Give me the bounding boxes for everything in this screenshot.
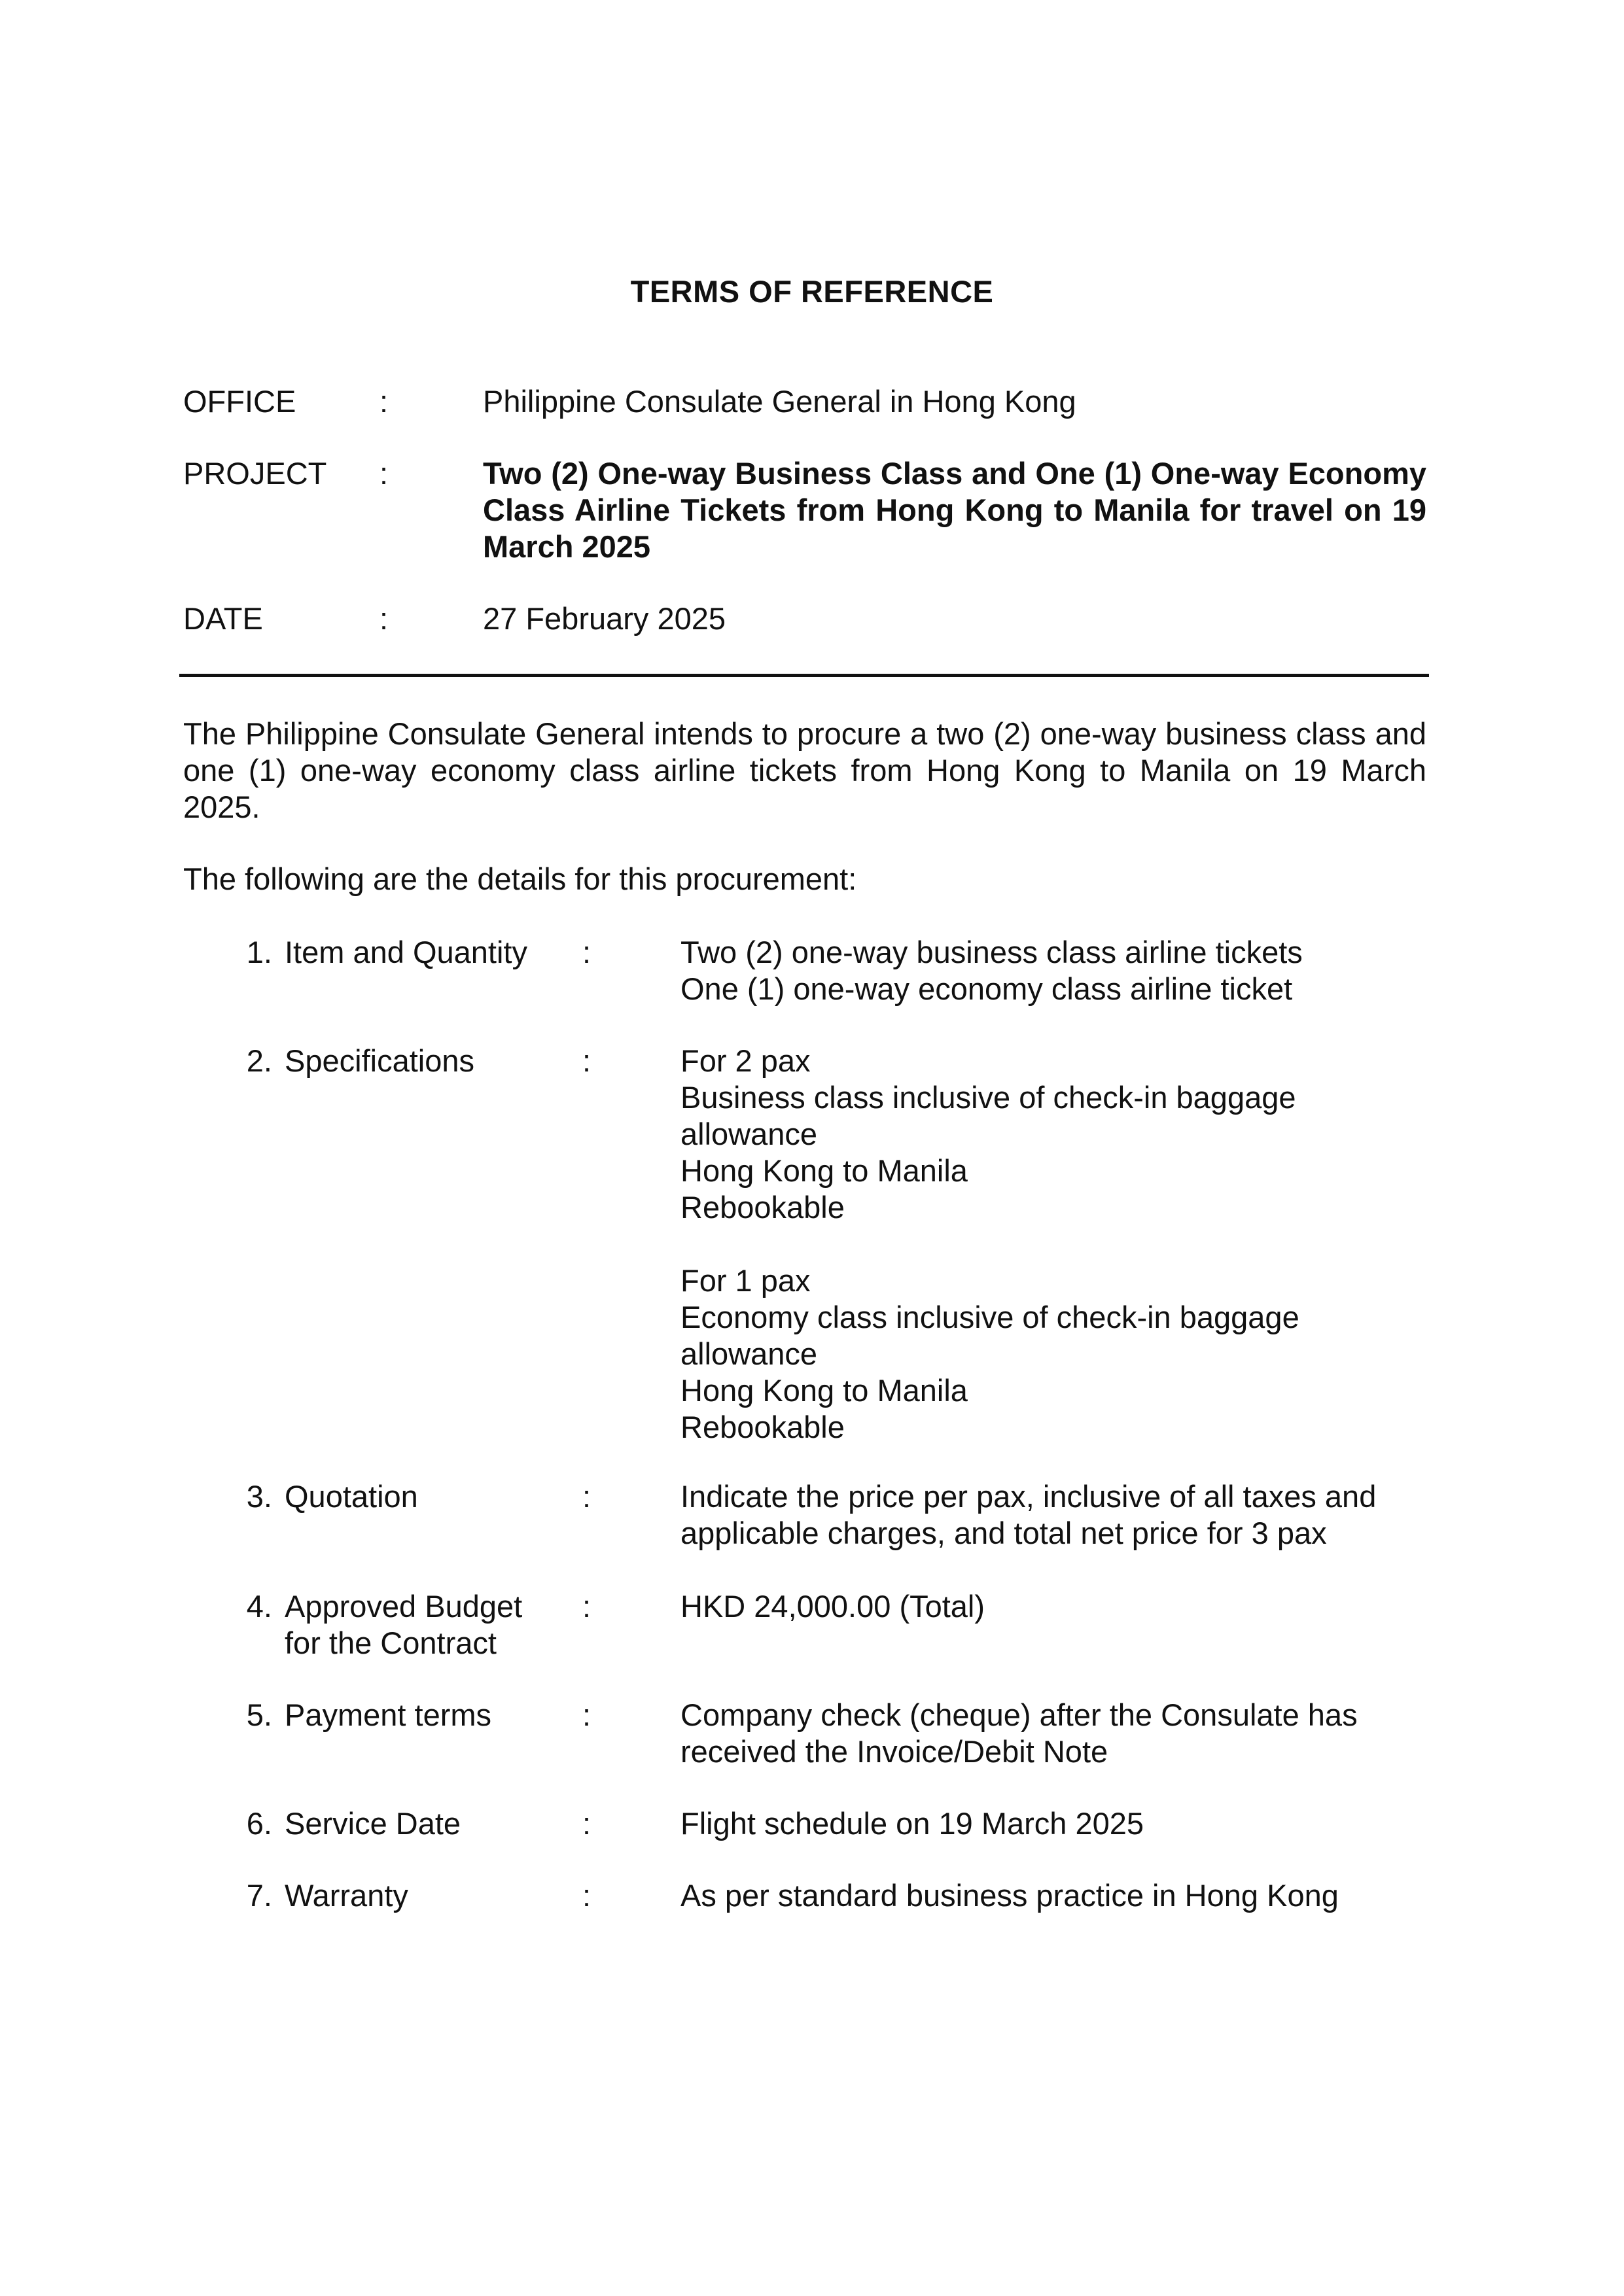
spacer bbox=[680, 1226, 1426, 1262]
item-value bbox=[680, 1478, 1426, 1552]
date-colon: : bbox=[380, 601, 389, 636]
value-line: As per standard business practice in Hong Kong bbox=[680, 1878, 1339, 1913]
item-number: 7. bbox=[246, 1878, 272, 1913]
item-value bbox=[680, 1043, 1426, 1446]
item-colon: : bbox=[582, 1043, 591, 1078]
value-line: Economy class inclusive of check-in baggage bbox=[680, 1300, 1299, 1334]
value-line: Hong Kong to Manila bbox=[680, 1153, 968, 1188]
item-value bbox=[680, 934, 1426, 1007]
item-label: Quotation bbox=[285, 1479, 418, 1514]
details-intro: The following are the details for this procurement: bbox=[183, 861, 857, 896]
value-line: One (1) one-way economy class airline ticket bbox=[680, 971, 1293, 1006]
project-label: PROJECT bbox=[183, 456, 327, 491]
value-line: Business class inclusive of check-in baggage bbox=[680, 1080, 1296, 1115]
item-colon: : bbox=[582, 1589, 591, 1624]
value-line: allowance bbox=[680, 1117, 818, 1151]
value-line: HKD 24,000.00 (Total) bbox=[680, 1589, 985, 1624]
value-line: allowance bbox=[680, 1336, 818, 1371]
value-line: Flight schedule on 19 March 2025 bbox=[680, 1806, 1144, 1841]
office-colon: : bbox=[380, 384, 389, 419]
item-label: Payment terms bbox=[285, 1697, 492, 1732]
value-line: Indicate the price per pax, inclusive of all taxes and bbox=[680, 1479, 1377, 1514]
item-label: Item and Quantity bbox=[285, 935, 527, 969]
item-number: 6. bbox=[246, 1806, 272, 1841]
label-line: Approved Budget bbox=[285, 1589, 523, 1624]
date-value: 27 February 2025 bbox=[483, 601, 726, 636]
item-label: Warranty bbox=[285, 1878, 408, 1913]
item-number: 4. bbox=[246, 1589, 272, 1624]
item-number: 2. bbox=[246, 1043, 272, 1078]
item-colon: : bbox=[582, 1878, 591, 1913]
item-colon: : bbox=[582, 935, 591, 969]
item-label: Specifications bbox=[285, 1043, 474, 1078]
value-line: For 1 pax bbox=[680, 1263, 811, 1298]
item-value bbox=[680, 1588, 1426, 1625]
item-colon: : bbox=[582, 1479, 591, 1514]
value-line: Rebookable bbox=[680, 1190, 845, 1225]
item-colon: : bbox=[582, 1697, 591, 1732]
value-line: received the Invoice/Debit Note bbox=[680, 1734, 1108, 1769]
item-value bbox=[680, 1697, 1426, 1770]
item-label bbox=[285, 1588, 566, 1661]
value-line: Hong Kong to Manila bbox=[680, 1373, 968, 1408]
header-divider bbox=[179, 674, 1429, 677]
project-value: Two (2) One-way Business Class and One (1) One-way Economy Class Airline Tickets from Hong Kong to Manila for travel on 19 March 2025 bbox=[483, 456, 1426, 564]
value-line: For 2 pax bbox=[680, 1043, 811, 1078]
date-label: DATE bbox=[183, 601, 263, 636]
item-colon: : bbox=[582, 1806, 591, 1841]
office-label: OFFICE bbox=[183, 384, 296, 419]
project-colon: : bbox=[380, 456, 389, 491]
value-line: Company check (cheque) after the Consulate has bbox=[680, 1697, 1358, 1732]
item-value bbox=[680, 1877, 1426, 1914]
item-number: 1. bbox=[246, 935, 272, 969]
item-number: 3. bbox=[246, 1479, 272, 1514]
value-line: Two (2) one-way business class airline tickets bbox=[680, 935, 1303, 969]
label-line: for the Contract bbox=[285, 1626, 497, 1660]
value-line: applicable charges, and total net price for 3 pax bbox=[680, 1516, 1327, 1550]
item-value bbox=[680, 1805, 1426, 1842]
office-value: Philippine Consulate General in Hong Kong bbox=[483, 384, 1076, 419]
item-label: Service Date bbox=[285, 1806, 461, 1841]
value-line: Rebookable bbox=[680, 1410, 845, 1444]
document-title: TERMS OF REFERENCE bbox=[630, 274, 994, 309]
item-number: 5. bbox=[246, 1697, 272, 1732]
intro-paragraph: The Philippine Consulate General intends to procure a two (2) one-way business class and one (1) one-way economy class airline tickets from Hong Kong to Manila on 19 March 2025. bbox=[183, 716, 1426, 824]
